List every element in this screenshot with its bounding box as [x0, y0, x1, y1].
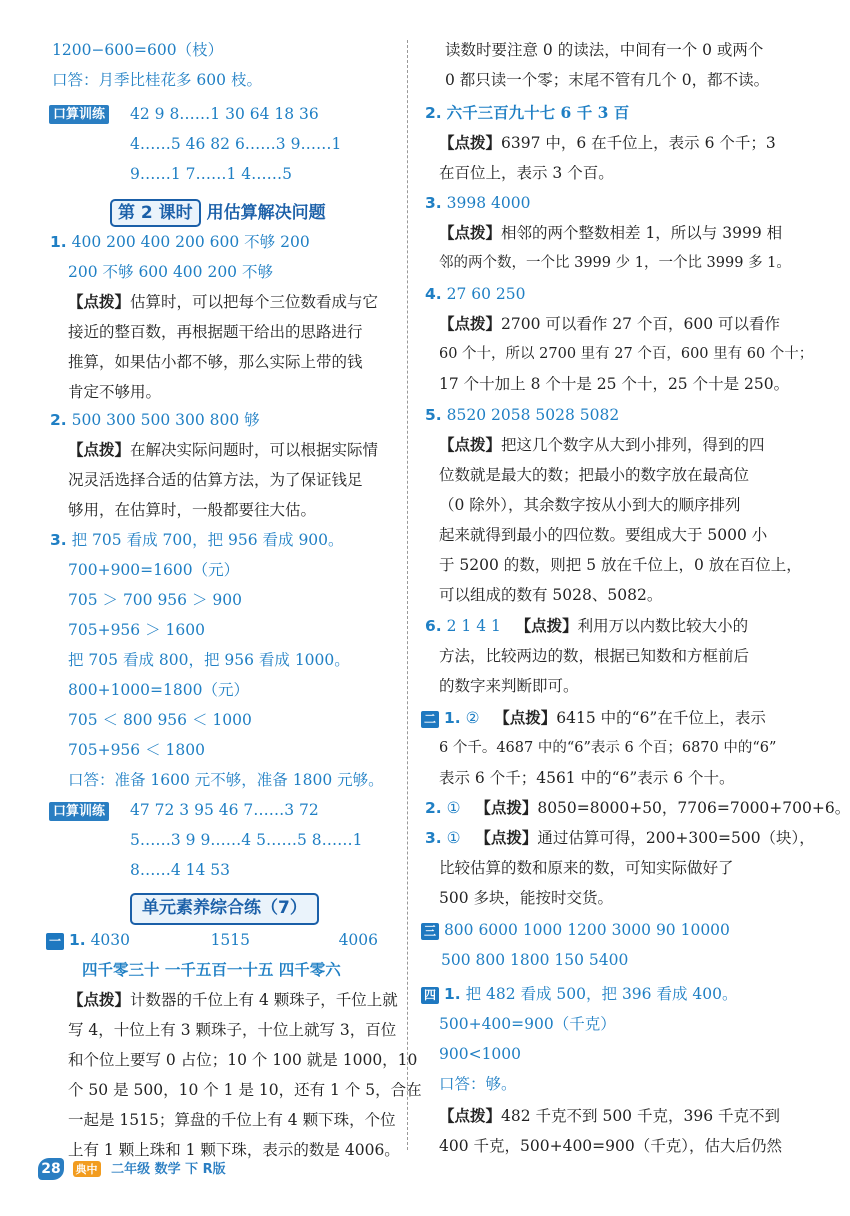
tip-line: 邻的两个数，一个比 3999 少 1，一个比 3999 多 1。 [439, 255, 791, 271]
section-1-row: 一 1. 4030 1515 4006 [46, 930, 378, 950]
section-icon: 二 [421, 711, 439, 728]
lesson-title: 用估算解决问题 [206, 203, 326, 223]
tip-line: 于 5200 的数，则把 5 放在千位上，0 放在百位上， [439, 556, 802, 574]
q3-line: 705+956 ＞ 1600 [68, 621, 205, 639]
tip-line: 500 多块，能按时交货。 [439, 889, 614, 907]
tip-line: 况灵活选择合适的估算方法，为了保证钱足 [68, 471, 363, 489]
section-2-q3: 3. ① 【点拨】通过估算可得，200+300=500（块）， [425, 828, 815, 847]
q1-row: 1. 400 200 400 200 600 不够 200 [50, 233, 310, 251]
page-number: 28 [38, 1158, 64, 1180]
q3-row: 3. 把 705 看成 700，把 956 看成 900。 [50, 531, 344, 549]
column-divider [407, 40, 408, 1150]
answer-line: 口答：月季比桂花多 600 枝。 [52, 71, 262, 89]
tip-line: 方法，比较两边的数，根据已知数和方框前后 [439, 647, 750, 665]
drill-label: 口算训练 [49, 105, 109, 124]
drill-row: 8……4 14 53 [130, 861, 231, 879]
section-icon: 四 [421, 987, 439, 1004]
tip-line: 一起是 1515；算盘的千位上有 4 颗下珠，个位 [68, 1111, 396, 1129]
q3-line: 把 705 看成 800，把 956 看成 1000。 [68, 651, 350, 669]
tip-line: 【点拨】2700 可以看作 27 个百，600 可以看作 [439, 314, 780, 333]
tip-line: 0 都只读一个零；末尾不管有几个 0，都不读。 [445, 71, 770, 89]
tip-line: 比较估算的数和原来的数，可知实际做好了 [439, 859, 734, 877]
q3-answer: 口答：准备 1600 元不够，准备 1800 元够。 [68, 771, 384, 789]
tip-line: 可以组成的数有 5028、5082。 [439, 586, 663, 604]
tip-line: 位数就是最大的数；把最小的数字放在最高位 [439, 466, 750, 484]
tip-line: 肯定不够用。 [68, 383, 162, 401]
section-2-q1: 二 1. ② 【点拨】6415 中的“6”在千位上，表示 [421, 708, 766, 728]
tip-line: 上有 1 颗上珠和 1 颗下珠，表示的数是 4006。 [68, 1141, 400, 1159]
section-3-row: 三 800 6000 1000 1200 3000 90 10000 [421, 920, 730, 940]
tip-line: （0 除外），其余数字按从小到大的顺序排列 [439, 496, 741, 514]
drill-row: 4……5 46 82 6……3 9……1 [130, 135, 342, 153]
section-icon: 三 [421, 923, 439, 940]
q3-row: 3. 3998 4000 [425, 194, 531, 212]
q2-row: 2. 500 300 500 300 800 够 [50, 411, 260, 429]
section-4-row: 四 1. 把 482 看成 500，把 396 看成 400。 [421, 984, 737, 1004]
q5-row: 5. 8520 2058 5028 5082 [425, 406, 620, 424]
unit-title: 单元素养综合练（7） [130, 893, 319, 925]
tip-line: 的数字来判断即可。 [439, 677, 579, 695]
page-footer [38, 1158, 226, 1180]
section-1-words: 四千零三十 一千五百一十五 四千零六 [82, 960, 341, 979]
tip-line: 60 个十，所以 2700 里有 27 个百，600 里有 60 个十； [439, 346, 814, 362]
tip-line: 6 个千。4687 中的“6”表示 6 个百；6870 中的“6” [439, 740, 777, 756]
tip-line: 表示 6 个千；4561 中的“6”表示 6 个十。 [439, 769, 735, 787]
q3-line: 705 ＜ 800 956 ＜ 1000 [68, 711, 252, 729]
section-2-q2: 2. ① 【点拨】8050=8000+50，7706=7000+700+6。 [425, 798, 850, 817]
drill-row: 9……1 7……1 4……5 [130, 165, 293, 183]
tip-line: 起来就得到最小的四位数。要组成大于 5000 小 [439, 526, 768, 544]
tip-line: 400 千克，500+400=900（千克），估大后仍然 [439, 1137, 782, 1155]
tip-line: 和个位上要写 0 占位；10 个 100 就是 1000，10 [68, 1051, 418, 1069]
lesson-number: 第 2 课时 [110, 199, 201, 227]
tip-line: 够用，在估算时，一般都要往大估。 [68, 501, 317, 519]
tip-line: 写 4，十位上有 3 颗珠子，十位上就写 3，百位 [68, 1021, 397, 1039]
tip-line: 【点拨】计数器的千位上有 4 颗珠子，千位上就 [68, 990, 398, 1009]
tip-line: 【点拨】6397 中，6 在千位上，表示 6 个千；3 [439, 133, 776, 152]
section-icon: 一 [46, 933, 64, 950]
drill-block [49, 103, 109, 124]
book-info: 二年级 数学 下 R版 [111, 1162, 226, 1177]
q2-row: 2. 六千三百九十七 6 千 3 百 [425, 103, 630, 122]
tip-line: 【点拨】相邻的两个整数相差 1，所以与 3999 相 [439, 223, 783, 242]
drill-row: 5……3 9 9……4 5……5 8……1 [130, 831, 363, 849]
answer-line: 900<1000 [439, 1045, 522, 1063]
tip-line: 17 个十加上 8 个十是 25 个十，25 个十是 250。 [439, 375, 790, 393]
q6-row: 6. 2 1 4 1 【点拨】利用万以内数比较大小的 [425, 616, 749, 635]
tip-line: 个 50 是 500，10 个 1 是 10，还有 1 个 5，合在 [68, 1081, 422, 1099]
tip-line: 【点拨】估算时，可以把每个三位数看成与它 [68, 292, 379, 311]
tip-line: 读数时要注意 0 的读法，中间有一个 0 或两个 [445, 41, 764, 59]
answer-line: 500+400=900（千克） [439, 1015, 616, 1033]
tip-line: 【点拨】把这几个数字从大到小排列，得到的四 [439, 435, 765, 454]
q3-line: 705 ＞ 700 956 ＞ 900 [68, 591, 242, 609]
drill-block [49, 800, 109, 821]
q3-line: 800+1000=1800（元） [68, 681, 249, 699]
lesson-header [110, 198, 326, 228]
answer-line: 1200−600=600（枝） [52, 41, 224, 59]
q3-line: 700+900=1600（元） [68, 561, 240, 579]
section-3-row2: 500 800 1800 150 5400 [441, 951, 629, 969]
brand-logo: 典中 [73, 1161, 101, 1177]
drill-row: 47 72 3 95 46 7……3 72 [130, 801, 319, 819]
tip-line: 推算，如果估小都不够，那么实际上带的钱 [68, 353, 363, 371]
tip-line: 在百位上，表示 3 个百。 [439, 164, 614, 182]
q4-row: 4. 27 60 250 [425, 285, 526, 303]
q1-row2: 200 不够 600 400 200 不够 [68, 263, 273, 281]
answer-line: 口答：够。 [439, 1075, 517, 1093]
q3-line: 705+956 ＜ 1800 [68, 741, 205, 759]
tip-line: 接近的整百数，再根据题干给出的思路进行 [68, 323, 363, 341]
tip-line: 【点拨】在解决实际问题时，可以根据实际情 [68, 440, 379, 459]
drill-label: 口算训练 [49, 802, 109, 821]
drill-row: 42 9 8……1 30 64 18 36 [130, 105, 319, 123]
tip-line: 【点拨】482 千克不到 500 千克，396 千克不到 [439, 1106, 780, 1125]
